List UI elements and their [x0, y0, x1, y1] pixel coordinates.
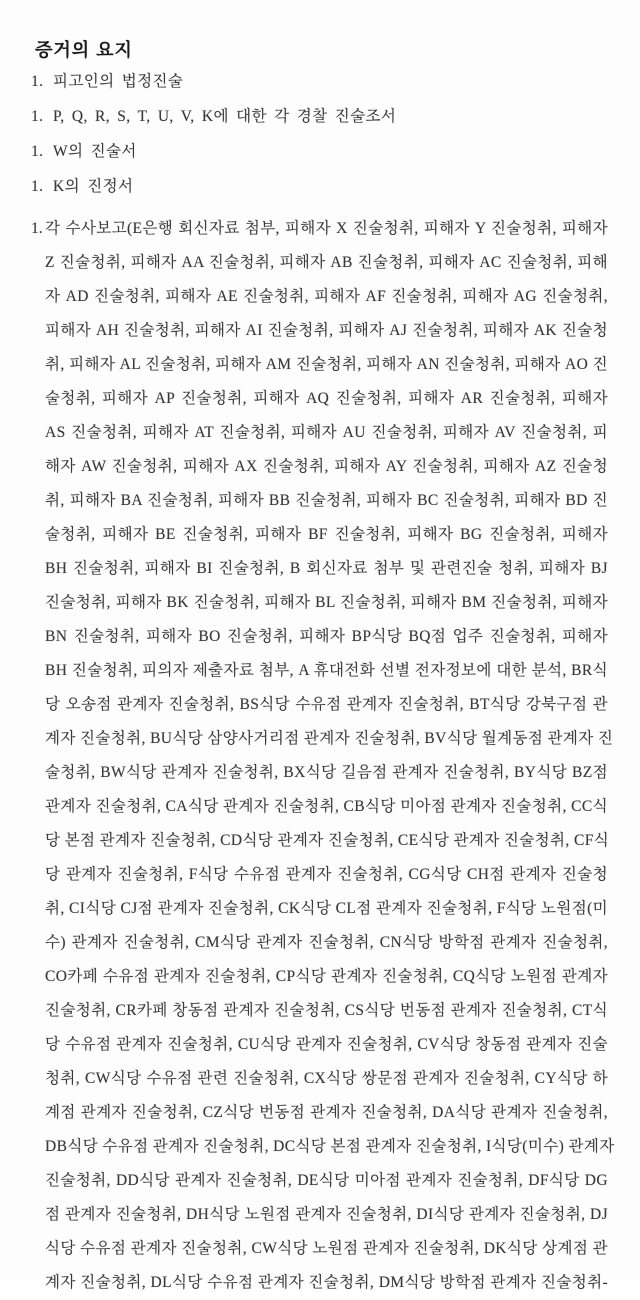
- paragraph-line: 진술청취, CR카페 창동점 관계자 진술청취, CS식당 번동점 관계자 진술청취, CT식: [45, 1002, 608, 1019]
- paragraph-line: 취, 피해자 BA 진술청취, 피해자 BB 진술청취, 피해자 BC 진술청취, 피해자 BD 진: [45, 492, 608, 509]
- list-item-text: K의 진정서: [53, 178, 134, 195]
- paragraph-line: BH 진술청취, 피해자 BI 진술청취, B 회신자료 첨부 및 관련진술 청취, 피해자 BJ: [45, 560, 608, 577]
- paragraph-line: 당 오송점 관계자 진술청취, BS식당 수유점 관계자 진술청취, BT식당 강북구점 관: [45, 696, 608, 713]
- list-item-text: 피고인의 법정진술: [53, 73, 184, 90]
- paragraph-line: 수) 관계자 진술청취, CM식당 관계자 진술청취, CN식당 방학점 관계자 진술청취,: [45, 934, 608, 951]
- paragraph-line: BH 진술청취, 피의자 제출자료 첨부, A 휴대전화 선별 전자정보에 대한 분석, BR식: [45, 662, 608, 679]
- page-title: 증거의 요지: [35, 40, 133, 60]
- paragraph-line: 술청취, 피해자 AP 진술청취, 피해자 AQ 진술청취, 피해자 AR 진술청취, 피해자: [45, 390, 608, 407]
- list-item-text: P, Q, R, S, T, U, V, K에 대한 각 경찰 진술조서: [53, 108, 397, 125]
- paragraph-line: 자 AD 진술청취, 피해자 AE 진술청취, 피해자 AF 진술청취, 피해자 AG 진술청취,: [45, 288, 608, 305]
- paragraph-line: 당 관계자 진술청취, F식당 수유점 관계자 진술청취, CG식당 CH점 관계자 진술청: [45, 866, 608, 883]
- paragraph-line: 계자 진술청취, DL식당 수유점 관계자 진술청취, DM식당 방학점 관계자 진술청취-: [45, 1274, 608, 1291]
- paragraph-line: 청취, CW식당 수유점 관련 진술청취, CX식당 쌍문점 관계자 진술청취, CY식당 하: [45, 1070, 608, 1087]
- evidence-list-item: [31, 72, 608, 92]
- paragraph-line: 관계자 진술청취, CA식당 관계자 진술청취, CB식당 미아점 관계자 진술청취, CC식: [45, 798, 608, 815]
- paragraph-line: 점 관계자 진술청취, DH식당 노원점 관계자 진술청취, DI식당 관계자 진술청취, DJ: [45, 1206, 608, 1223]
- evidence-list: [31, 72, 615, 1300]
- paragraph-line: DB식당 수유점 관계자 진술청취, DC식당 본점 관계자 진술청취, I식당(미수) 관계자: [45, 1138, 615, 1155]
- paragraph-line: 해자 AW 진술청취, 피해자 AX 진술청취, 피해자 AY 진술청취, 피해자 AZ 진술청: [45, 458, 608, 475]
- paragraph-line: 피해자 AH 진술청취, 피해자 AI 진술청취, 피해자 AJ 진술청취, 피해자 AK 진술청: [45, 322, 608, 339]
- paragraph-line: 식당 수유점 관계자 진술청취, CW식당 노원점 관계자 진술청취, DK식당 상계점 관: [45, 1240, 608, 1257]
- list-item-marker: 1.: [31, 108, 44, 125]
- paragraph-line: 당 수유점 관계자 진술청취, CU식당 관계자 진술청취, CV식당 창동점 관계자 진술: [45, 1036, 608, 1053]
- paragraph-line: 진술청취, 피해자 BK 진술청취, 피해자 BL 진술청취, 피해자 BM 진술청취, 피해자: [45, 594, 608, 611]
- list-item-marker: 1.: [31, 73, 44, 90]
- evidence-list-item-investigation-reports: [31, 212, 615, 1300]
- evidence-list-item: [31, 177, 608, 197]
- paragraph-line: BN 진술청취, 피해자 BO 진술청취, 피해자 BP식당 BQ점 업주 진술청취, 피해자: [45, 628, 608, 645]
- paragraph-line: 계점 관계자 진술청취, CZ식당 번동점 관계자 진술청취, DA식당 관계자 진술청취,: [45, 1104, 608, 1121]
- paragraph-line: 계자 진술청취, BU식당 삼양사거리점 관계자 진술청취, BV식당 월계동점 관계자 진: [45, 730, 614, 747]
- paragraph-line: 각 수사보고(E은행 회신자료 첨부, 피해자 X 진술청취, 피해자 Y 진술청취, 피해자: [45, 220, 608, 237]
- paragraph-line: 취, CI식당 CJ점 관계자 진술청취, CK식당 CL점 관계자 진술청취, F식당 노원점(미: [45, 900, 608, 917]
- list-item-text: W의 진술서: [53, 143, 137, 160]
- paragraph-line: 술청취, 피해자 BE 진술청취, 피해자 BF 진술청취, 피해자 BG 진술청취, 피해자: [45, 526, 608, 543]
- evidence-list-item: [31, 142, 608, 162]
- paragraph-line: AS 진술청취, 피해자 AT 진술청취, 피해자 AU 진술청취, 피해자 AV 진술청취, 피: [45, 424, 608, 441]
- paragraph-line: 취, 피해자 AL 진술청취, 피해자 AM 진술청취, 피해자 AN 진술청취, 피해자 AO 진: [45, 356, 608, 373]
- paragraph-line: CO카페 수유점 관계자 진술청취, CP식당 관계자 진술청취, CQ식당 노원점 관계자: [45, 968, 608, 985]
- evidence-list-item: [31, 107, 608, 127]
- paragraph-line: 당 본점 관계자 진술청취, CD식당 관계자 진술청취, CE식당 관계자 진술청취, CF식: [45, 832, 610, 849]
- paragraph-line: 진술청취, DD식당 관계자 진술청취, DE식당 미아점 관계자 진술청취, DF식당 DG: [45, 1172, 608, 1189]
- list-item-marker: 1.: [31, 178, 44, 195]
- list-item-marker: 1.: [31, 143, 44, 160]
- list-item-marker: 1.: [31, 220, 43, 237]
- paragraph-line: 술청취, BW식당 관계자 진술청취, BX식당 길음점 관계자 진술청취, BY식당 BZ점: [45, 764, 608, 781]
- paragraph-line: Z 진술청취, 피해자 AA 진술청취, 피해자 AB 진술청취, 피해자 AC 진술청취, 피해: [45, 254, 608, 271]
